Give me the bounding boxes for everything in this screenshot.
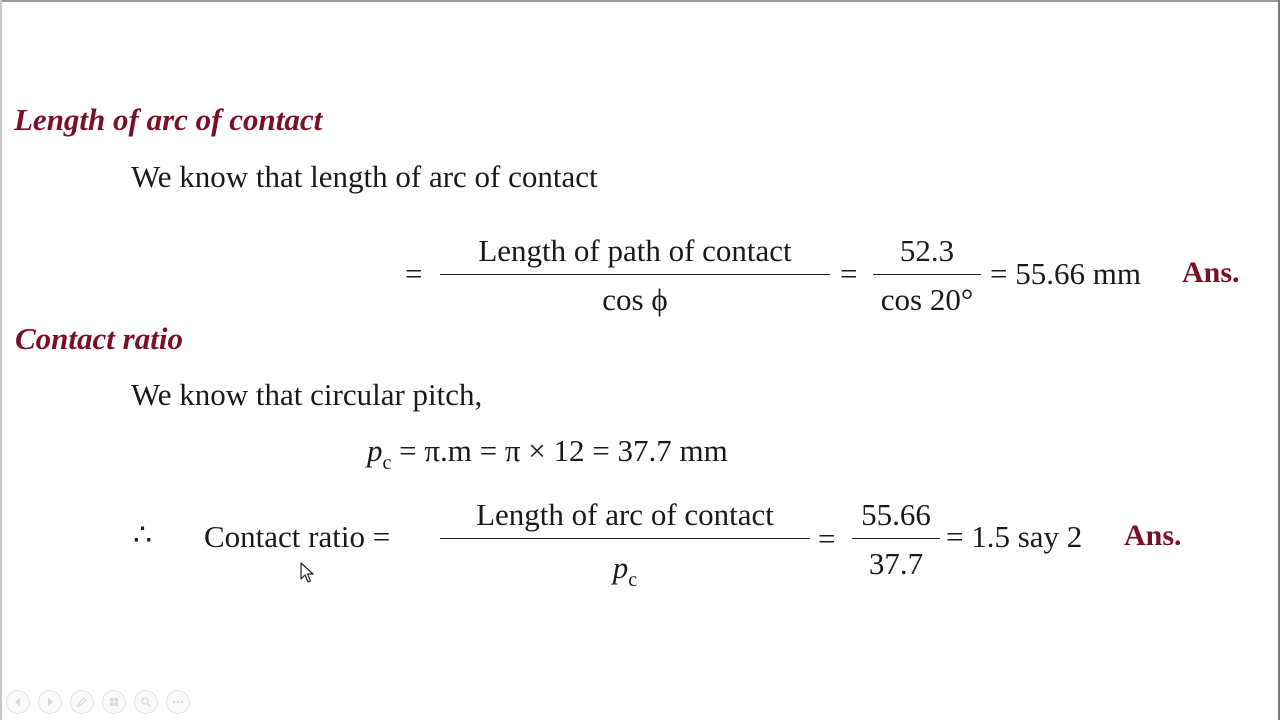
zoom-icon[interactable] [134, 690, 158, 714]
more-icon[interactable] [166, 690, 190, 714]
slide-left-border [0, 0, 2, 720]
pitch-subscript: c [628, 569, 638, 591]
ratio-fraction-1 [440, 496, 810, 599]
ratio-fraction-2-numerator: 55.66 [861, 497, 931, 532]
pitch-subscript: c [382, 452, 392, 474]
arc-fraction-2 [873, 232, 981, 319]
therefore-symbol: ∴ [133, 519, 153, 552]
ratio-answer-label: Ans. [1124, 519, 1182, 552]
arc-fraction-1-numerator: Length of path of contact [478, 233, 792, 268]
arc-eq-lead: = [405, 256, 423, 291]
slides-icon[interactable] [102, 690, 126, 714]
pen-icon[interactable] [70, 690, 94, 714]
pitch-symbol: p [612, 550, 629, 585]
arc-answer-label: Ans. [1182, 256, 1240, 289]
mouse-cursor-icon [300, 562, 316, 584]
arc-eq-equals-2: = [840, 256, 858, 291]
arc-intro: We know that length of arc of contact [131, 159, 598, 194]
arc-fraction-1-denominator: cos ϕ [602, 282, 668, 317]
ratio-eq-result: = 1.5 say 2 [946, 519, 1083, 554]
arc-fraction-1 [440, 232, 830, 319]
ratio-fraction-1-numerator: Length of arc of contact [476, 497, 774, 532]
ratio-heading: Contact ratio [15, 321, 183, 356]
previous-icon[interactable] [6, 690, 30, 714]
pitch-rhs: = π.m = π × 12 = 37.7 mm [399, 433, 728, 468]
arc-heading: Length of arc of contact [14, 102, 323, 137]
ratio-fraction-2 [852, 496, 940, 583]
fraction-bar [852, 538, 940, 539]
pitch-symbol: p [367, 433, 383, 468]
next-icon[interactable] [38, 690, 62, 714]
slide-top-border [0, 0, 1280, 2]
ratio-eq-lhs: Contact ratio = [204, 519, 391, 554]
ratio-fraction-2-denominator: 37.7 [868, 546, 924, 581]
slideshow-controls [6, 690, 190, 714]
fraction-bar [873, 274, 981, 275]
ratio-intro: We know that circular pitch, [131, 377, 483, 412]
arc-eq-result: = 55.66 mm [990, 256, 1141, 291]
fraction-bar [440, 274, 830, 275]
ratio-fraction-1-denominator [440, 549, 810, 599]
arc-fraction-2-numerator: 52.3 [899, 233, 955, 268]
fraction-bar [440, 538, 810, 539]
pitch-equation [367, 433, 728, 475]
ratio-eq-equals-2: = [818, 521, 836, 556]
arc-fraction-2-denominator: cos 20° [880, 282, 974, 317]
